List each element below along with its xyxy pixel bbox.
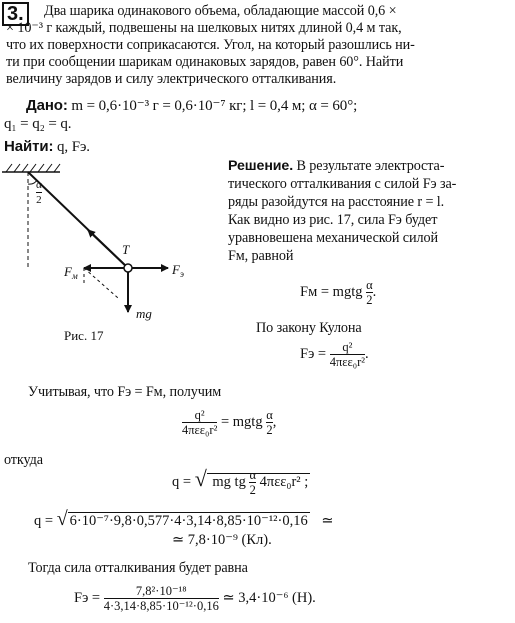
find-values: q, Fэ.	[57, 139, 90, 155]
equation-equality: $\frac{\text{q²}}{\text{4πεε₀r²}}$ = mgtg $\frac{\alpha}{2}$ ,	[182, 408, 277, 437]
label-electric-force: $F_э$	[172, 262, 184, 279]
label-mechanical-force: $F_м$	[64, 264, 78, 281]
equation-charge-formula: q = √ mg tg $\frac{\alpha}{2}$ 4πεε₀r² ;	[172, 466, 309, 498]
label-gravity: mg	[136, 306, 152, 321]
coulomb-law-text: По закону Кулона	[256, 320, 362, 336]
dashed-helper-line	[84, 268, 118, 298]
equation-force-numeric: Fэ = $\frac{\text{7,8²·10⁻¹⁸}}{\text{4·3,14·8,85·10⁻¹²·0,16}}$ ≃ 3,4·10⁻⁶ (Н).	[74, 584, 316, 613]
radical-sign: √	[56, 508, 68, 530]
solution-line: уравновешена механической силой	[228, 230, 438, 246]
label-tension: T	[122, 242, 130, 257]
solution-line: Fм, равной	[228, 248, 294, 264]
charged-ball	[124, 264, 132, 272]
problem-text-line: ти при сообщении шарикам одинаковых зарядов, равен 60°. Найти	[6, 54, 404, 70]
equation-charge-numeric: q = √ 6·10⁻⁷·9,8·0,577·4·3,14·8,85·10⁻¹²·0,16 ≃	[34, 508, 334, 530]
considering-text: Учитывая, что Fэ = Fм, получим	[28, 384, 222, 400]
equation-charge-result: ≃ 7,8·10⁻⁹ (Кл).	[172, 532, 272, 548]
problem-text-line: величину зарядов и силу электрического отталкивания.	[6, 71, 337, 87]
given-values-line2: q₁ = q₂ = q.	[4, 116, 72, 132]
find-label: Найти:	[4, 138, 54, 155]
equation-coulomb: Fэ = $\frac{\text{q²}}{\text{4πεε₀r²}}$ .	[300, 340, 369, 369]
find-block	[4, 138, 90, 156]
given-block	[26, 97, 357, 115]
problem-text-line: Два шарика одинакового объема, обладающие массой 0,6 ×	[44, 3, 397, 19]
figure-caption: Рис. 17	[64, 328, 104, 343]
problem-text-line: × 10⁻³ г каждый, подвешены на шелковых нитях длиной 0,4 м так,	[6, 20, 402, 36]
solution-label: Решение.	[228, 158, 294, 174]
ceiling-hatch	[2, 164, 60, 172]
solution-line: Решение. В результате электроста-	[228, 158, 445, 174]
given-values: m = 0,6·10⁻³ г = 0,6·10⁻⁷ кг; l = 0,4 м; α = 60°;	[71, 98, 358, 114]
then-text: Тогда сила отталкивания будет равна	[28, 560, 248, 576]
angle-label: $\frac{\alpha}{2}$	[36, 179, 42, 206]
equation-mechanical-force: Fм = mgtg $\frac{\alpha}{2}$ .	[300, 278, 377, 307]
problem-number: 3.	[2, 2, 29, 26]
whence-text: откуда	[4, 452, 43, 468]
force-diagram	[0, 158, 200, 330]
solution-line: Как видно из рис. 17, сила Fэ будет	[228, 212, 438, 228]
problem-text-line: что их поверхности соприкасаются. Угол, на который разошлись ни-	[6, 37, 415, 53]
solution-line: ряды разойдутся на расстояние r = l.	[228, 194, 445, 210]
radical-sign: √	[194, 466, 207, 491]
given-label: Дано:	[26, 97, 68, 114]
solution-line: тического отталкивания с силой Fэ за-	[228, 176, 457, 192]
